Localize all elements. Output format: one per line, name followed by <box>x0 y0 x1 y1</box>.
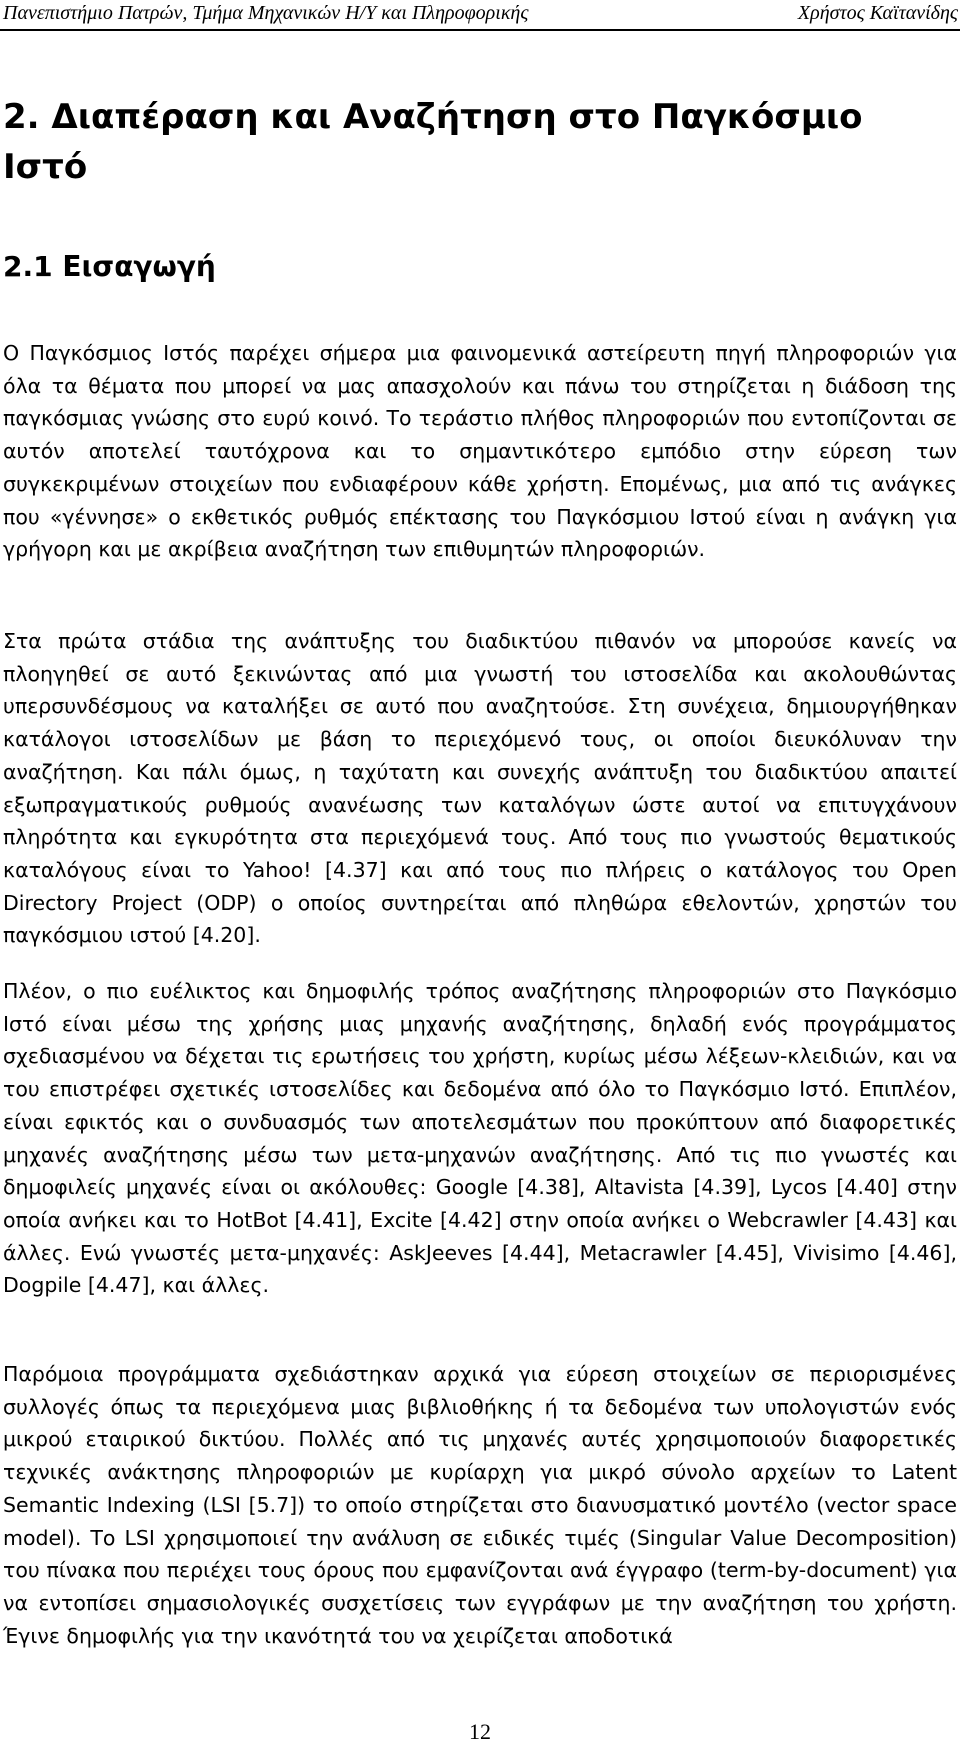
page-header <box>0 0 960 34</box>
header-institution: Πανεπιστήμιο Πατρών, Τμήμα Μηχανικών Η/Υ και Πληροφορικής <box>3 2 529 24</box>
chapter-title: 2. Διαπέραση και Αναζήτηση στο Παγκόσμιο Ιστό <box>3 97 863 187</box>
paragraph-lsi: Παρόμοια προγράμματα σχεδιάστηκαν αρχικά για εύρεση στοιχείων σε περιορισμένες συλλογές όπως τα περιεχόμενα μιας βιβλιοθήκης ή τα δεδομένα των υπολογιστών ενός μικρού εταιρικού δικτύου. Πολλές από τις μηχανές αυτές χρησιμοποιούν διαφορετικές τεχνικές ανάκτησης πληροφοριών με κυρίαρχη για μικρό σύνολο αρχείων το Latent Semantic Indexing (LSI [5.7]) το οποίο στηρίζεται στο διανυσματικό μοντέλο (vector space model). Το LSI χρησιμοποιεί την ανάλυση σε ειδικές τιμές (Singular Value Decomposition) του πίνακα που περιέχει τους όρους που εμφανίζονται ανά έγγραφο (term-by-document) για να εντοπίσει σημασιολογικές συσχετίσεις των εγγράφων με την αναζήτηση του χρήστη. Έγινε δημοφιλής για την ικανότητά του να χειρίζεται αποδοτικά <box>3 1362 957 1648</box>
paragraph-directories: Στα πρώτα στάδια της ανάπτυξης του διαδικτύου πιθανόν να μπορούσε κανείς να πλοηγηθεί σε αυτό ξεκινώντας από μια γνωστή του ιστοσελίδα και ακολουθώντας υπερσυνδέσμους να καταλήξει σε αυτό που αναζητούσε. Στη συνέχεια, δημιουργήθηκαν κατάλογοι ιστοσελίδων με βάση το περιεχόμενό τους, οι οποίοι διευκόλυναν την αναζήτηση. Και πάλι όμως, η ταχύτατη και συνεχής ανάπτυξη του διαδικτύου απαιτεί εξωπραγματικούς ρυθμούς ανανέωσης των καταλόγων ώστε αυτοί να επιτυγχάνουν πληρότητα και εγκυρότητα στα περιεχόμενά τους. Από τους πιο γνωστούς θεματικούς καταλόγους είναι το Yahoo! [4.37] και από τους πιο πλήρεις ο κατάλογος του Open Directory Project (ODP) ο οποίος συντηρείται από πληθώρα εθελοντών, χρηστών του παγκόσμιου ιστού [4.20]. <box>3 629 957 948</box>
header-author: Χρήστος Καϊτανίδης <box>797 2 958 24</box>
section-title: 2.1 Εισαγωγή <box>3 250 216 283</box>
page-number: 12 <box>469 1719 491 1744</box>
paragraph-search-engines: Πλέον, ο πιο ευέλικτος και δημοφιλής τρόπος αναζήτησης πληροφοριών στο Παγκόσμιο Ιστό είναι μέσω της χρήσης μιας μηχανής αναζήτησης, δηλαδή ενός προγράμματος σχεδιασμένου να δέχεται τις ερωτήσεις του χρήστη, κυρίως μέσω λέξεων-κλειδιών, και να του επιστρέφει σχετικές ιστοσελίδες και δεδομένα από όλο το Παγκόσμιο Ιστό. Επιπλέον, είναι εφικτός και ο συνδυασμός των αποτελεσμάτων που προκύπτουν από διαφορετικές μηχανές αναζήτησης μέσω των μετα-μηχανών αναζήτησης. Από τις πιο γνωστές και δημοφιλείς μηχανές είναι οι ακόλουθες: Google [4.38], Altavista [4.39], Lycos [4.40] στην οποία ανήκει και το HotBot [4.41], Excite [4.42] στην οποία ανήκει ο Webcrawler [4.43] και άλλες. Ενώ γνωστές μετα-μηχανές: AskJeeves [4.44], Metacrawler [4.45], Vivisimo [4.46], Dogpile [4.47], και άλλες. <box>3 979 957 1298</box>
header-divider <box>0 29 960 31</box>
paragraph-intro: Ο Παγκόσμιος Ιστός παρέχει σήμερα μια φαινομενικά αστείρευτη πηγή πληροφοριών για όλα τα θέματα που μπορεί να μας απασχολούν και πάνω του στηρίζεται η διάδοση της παγκόσμιας γνώσης στο ευρύ κοινό. Το τεράστιο πλήθος πληροφοριών που εντοπίζονται σε αυτόν αποτελεί ταυτόχρονα και το σημαντικότερο εμπόδιο στην εύρεση των συγκεκριμένων στοιχείων που ενδιαφέρουν κάθε χρήστη. Επομένως, μια από τις ανάγκες που «γέννησε» ο εκθετικός ρυθμός επέκτασης του Παγκόσμιου Ιστού είναι η ανάγκη για γρήγορη και με ακρίβεια αναζήτηση των επιθυμητών πληροφοριών. <box>3 341 957 562</box>
